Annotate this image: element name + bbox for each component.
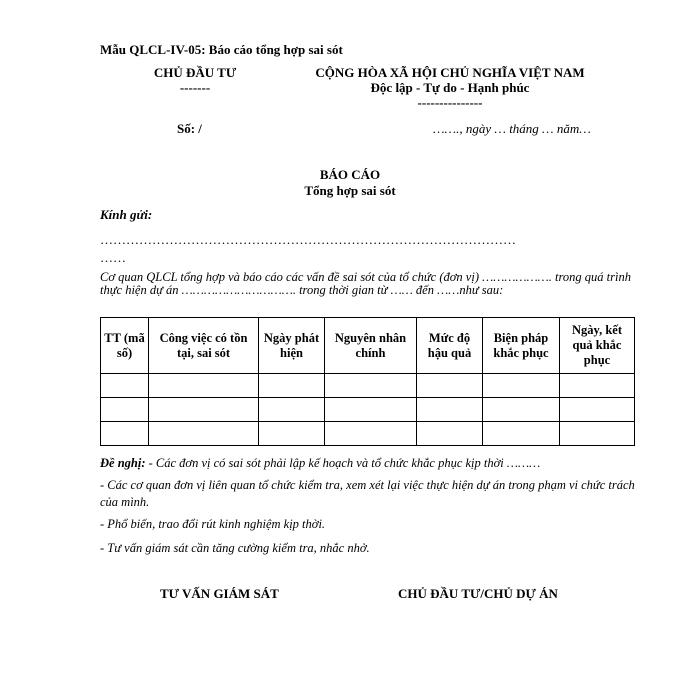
table-cell [483,374,560,398]
table-row [101,398,635,422]
form-code: Mẫu QLCL-IV-05: Báo cáo tổng hợp sai sót [100,42,343,57]
table-cell [149,374,259,398]
header-cell: TT (mã số) [101,318,149,374]
header-cell: Ngày phát hiện [259,318,325,374]
report-title: BÁO CÁO [319,167,381,182]
national-motto: Độc lập - Tự do - Hạnh phúc [370,80,530,95]
table-cell [101,374,149,398]
table-cell [325,374,417,398]
table-cell [325,398,417,422]
proposal-line-2: - Các cơ quan đơn vị liên quan tổ chức kiểm tra, xem xét lại việc thực hiện dự án trong phạm vi chức trách của mình. [100,478,635,509]
table-row [101,422,635,446]
proposal-label: Đề nghị: [100,456,146,470]
recipient-label: Kính gửi: [100,207,153,222]
table-cell [417,398,483,422]
table-row [101,374,635,398]
table-cell [259,422,325,446]
table-cell [483,398,560,422]
table-cell [417,374,483,398]
header-cell: Biện pháp khắc phục [483,318,560,374]
table-cell [101,398,149,422]
document-number: Số: / [177,121,202,136]
country-name: CỘNG HÒA XÃ HỘI CHỦ NGHĨA VIỆT NAM [315,65,585,80]
proposal-line-1 [100,455,640,472]
table-cell [483,422,560,446]
table-cell [560,374,635,398]
table-cell [560,398,635,422]
error-summary-table [100,317,635,446]
table-cell [417,422,483,446]
report-subtitle: Tổng hợp sai sót [304,183,396,198]
table-cell [149,398,259,422]
signature-investor: CHỦ ĐẦU TƯ/CHỦ DỰ ÁN [398,586,558,601]
proposal-text: - Các đơn vị có sai sót phải lập kế hoạch và tổ chức khắc phục kịp thời ……… [145,456,541,470]
table-cell [259,398,325,422]
table-cell [149,422,259,446]
signature-supervisor: TƯ VẤN GIÁM SÁT [160,586,279,601]
table-cell [259,374,325,398]
motto-underline: --------------- [417,95,483,110]
header-cell: Nguyên nhân chính [325,318,417,374]
recipient-dots: …………………………………………………………………………………… [100,232,516,247]
table-header-row [101,318,635,374]
proposal-line-4: - Tư vấn giám sát cần tăng cường kiểm tra, nhắc nhở. [100,541,370,555]
table-cell [560,422,635,446]
header-cell: Mức độ hậu quả [417,318,483,374]
table-cell [101,422,149,446]
table-cell [325,422,417,446]
investor-label: CHỦ ĐẦU TƯ [153,65,237,80]
investor-dash: ------- [179,80,211,95]
header-cell: Công việc có tồn tại, sai sót [149,318,259,374]
recipient-dots-continued: …… [100,250,126,265]
intro-paragraph: Cơ quan QLCL tổng hợp và báo cáo các vấn đề sai sót của tổ chức (đơn vị) ………………. trong quá trình thực hiện dự án …………………………. trong thời gian từ …… đến ……như sau: [100,270,631,297]
header-cell: Ngày, kết quả khắc phục [560,318,635,374]
date-line: ……., ngày … tháng … năm… [433,121,591,136]
proposal-line-3: - Phổ biến, trao đổi rút kinh nghiệm kịp thời. [100,517,326,531]
